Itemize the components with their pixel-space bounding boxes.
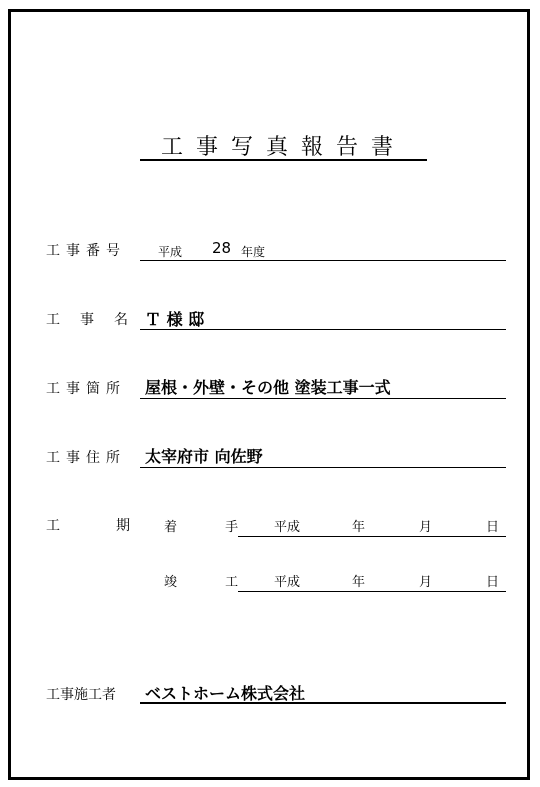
contractor-rule [140,702,506,704]
address-label: 工事住所 [46,450,126,466]
project-number-era: 平成 [158,245,183,259]
location-desc-label: 工事箇所 [46,381,126,397]
period-end-month: 月 [419,575,433,590]
project-name-rule [140,329,506,330]
period-end-day: 日 [486,575,500,590]
period-end-label: 竣 工 [164,575,261,590]
period-start-year: 年 [352,520,366,535]
period-start-era: 平成 [274,520,301,535]
period-end-year: 年 [352,575,366,590]
address-value: 太宰府市 向佐野 [145,447,263,466]
document-title: 工事写真報告書 [160,135,406,160]
project-name-value: Ｔ 様 邸 [145,310,205,329]
location-desc-rule [140,398,506,399]
period-start-month: 月 [419,520,433,535]
period-start-rule [238,536,506,537]
period-label-first: 工 [46,518,60,534]
period-start-label: 着 手 [164,520,261,535]
period-end-rule [238,591,506,592]
contractor-label: 工事施工者 [46,687,116,703]
project-name-label: 工事名 [46,312,148,328]
address-rule [140,467,506,468]
period-end-era: 平成 [274,575,301,590]
contractor-value: ベストホーム株式会社 [145,684,306,703]
period-label-second: 期 [116,518,130,534]
project-number-year: 28 [212,239,232,257]
period-start-day: 日 [486,520,500,535]
title-underline [140,159,427,161]
project-number-label: 工事番号 [46,243,126,259]
location-desc-value: 屋根・外壁・その他 塗装工事一式 [145,378,391,397]
project-number-rule [140,260,506,261]
project-number-suffix: 年度 [241,245,266,259]
